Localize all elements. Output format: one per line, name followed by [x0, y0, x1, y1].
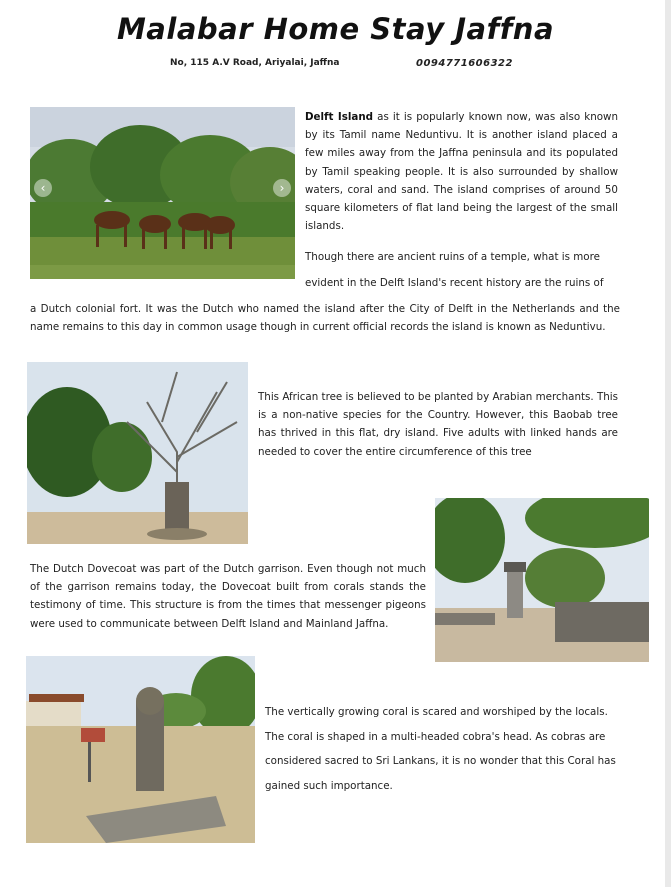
dovecoat-paragraph: The Dutch Dovecoat was part of the Dutch garrison. Even though not much of the garrison remains today, the Dovecoat built from corals stands the testimony of time. This structure is from the times that messenger pigeons were used to communicate between Delft Island and Mainland Jaffna. [30, 563, 426, 630]
temple-line-2: evident in the Delft Island's recent history are the ruins of [305, 277, 604, 289]
baobab-paragraph: This African tree is believed to be planted by Arabian merchants. This is a non-native species for the Country. However, this Baobab tree has thrived in this flat, dry island. Five adults with linked hands are needed to cover the entire circumference of this tree [258, 391, 618, 458]
chevron-right-icon[interactable]: › [273, 179, 291, 197]
delft-island-bold: Delft Island [305, 111, 374, 123]
temple-line-1: Though there are ancient ruins of a temple, what is more [305, 251, 600, 263]
chevron-left-icon[interactable]: ‹ [34, 179, 52, 197]
delft-intro-paragraph [305, 108, 618, 235]
dovecoat-photo [435, 498, 649, 662]
coral-shrine-photo [26, 656, 255, 843]
delft-intro-text: as it is popularly known now, was also known by its Tamil name Neduntivu. It is another island placed a few miles away from the Jaffna peninsula and its populated by Tamil speaking people. It is also surrounded by shallow waters, coral and sand. The island comprises of around 50 square kilometers of flat land being the largest of the small islands. [305, 111, 619, 233]
horses-photo [30, 107, 295, 279]
baobab-tree-photo [27, 362, 248, 544]
page-edge [665, 0, 671, 887]
address-text: No, 115 A.V Road, Ariyalai, Jaffna [170, 58, 340, 68]
dutch-fort-paragraph: a Dutch colonial fort. It was the Dutch who named the island after the City of Delft in the Netherlands and the name remains to this day in common usage though in current official records the island is known as Neduntivu. [30, 303, 620, 334]
coral-paragraph: The vertically growing coral is scared and worshiped by the locals. The coral is shaped in a multi-headed cobra's head. As cobras are considered sacred to Sri Lankans, it is no wonder that this Coral has gained such importance. [265, 706, 616, 792]
page-title: Malabar Home Stay Jaffna [116, 12, 555, 46]
phone-text: 0094771606322 [416, 58, 513, 69]
